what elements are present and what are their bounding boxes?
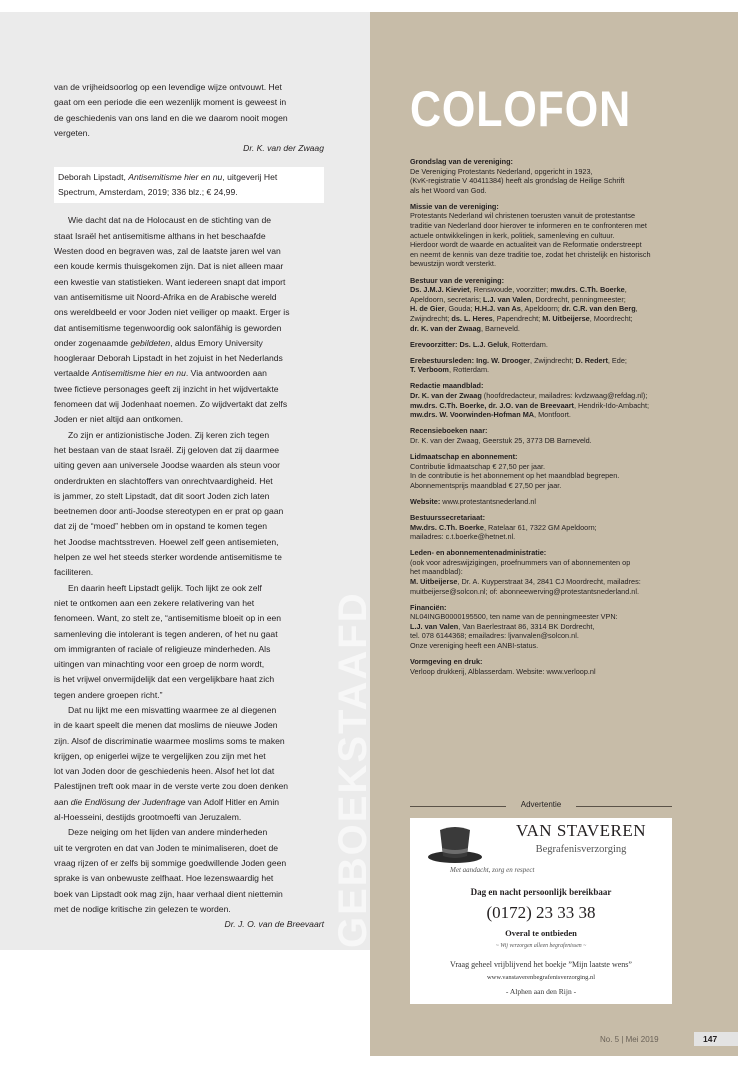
top-hat-icon bbox=[426, 824, 484, 864]
line: Westen dood en begraven was, zal de laatste jaren wel van bbox=[54, 246, 281, 257]
line: gaat om een periode die een wezenlijk moment is geweest in bbox=[54, 97, 287, 108]
line: een koude kermis thuisgekomen zijn. Dat is niet alleen maar bbox=[54, 261, 284, 272]
text: , Rotterdam. bbox=[507, 339, 548, 349]
person: Mw.drs. C.Th. Boerke bbox=[410, 522, 484, 532]
paragraph-4 bbox=[54, 703, 324, 825]
line: beetnemen door anti-Joodse stereotypen en er prat op gaan bbox=[54, 506, 284, 517]
section-heading: Recensieboeken naar: bbox=[410, 426, 488, 436]
line: Verloop drukkerij, Alblasserdam. Website: www.verloop.nl bbox=[410, 666, 596, 676]
page-number: 147 bbox=[694, 1032, 738, 1046]
line bbox=[410, 401, 710, 411]
line: vertaalde bbox=[54, 368, 92, 379]
colofon-section-secretariaat bbox=[410, 513, 710, 542]
colofon-section-redactie bbox=[410, 381, 710, 419]
line bbox=[410, 295, 710, 305]
divider-line bbox=[576, 806, 672, 807]
review-article bbox=[54, 80, 324, 932]
line bbox=[410, 285, 710, 295]
line: Palestijnen treft ook maar in de verste verte zou doen denken bbox=[54, 781, 289, 792]
advertisement-label bbox=[410, 800, 672, 812]
company-subtitle: Begrafenisverzorging bbox=[535, 844, 627, 855]
paragraph-2 bbox=[54, 428, 324, 581]
line: uitingen van minachting voor een groep de norm wordt, bbox=[54, 659, 265, 670]
line: als het Woord van God. bbox=[410, 185, 487, 195]
person: L.J. van Valen bbox=[410, 621, 459, 631]
line bbox=[410, 365, 710, 375]
text: , Van Baerlestraat 86, 3314 BK Dordrecht, bbox=[458, 621, 595, 631]
line: . Via antwoorden aan bbox=[185, 368, 267, 379]
text: , Moordrecht; bbox=[589, 313, 633, 323]
line: uiting geven aan universele Joodse waarden als steun voor bbox=[54, 460, 280, 471]
book-info-box bbox=[54, 167, 324, 203]
line: van antisemitisme uit Noord-Afrika en de Arabische wereld bbox=[54, 291, 277, 302]
emphasis: die Endlösung der Judenfrage bbox=[70, 796, 186, 807]
line: vraag rijzen of er zelfs bij sommige goedwillende Joden geen bbox=[54, 857, 287, 868]
line: twee fictieve personages geeft zij inzicht in het wijdvertakte bbox=[54, 383, 279, 394]
section-heading: Lidmaatschap en abonnement: bbox=[410, 451, 518, 461]
line: vergeten. bbox=[54, 127, 90, 138]
line: boek van Lipstadt ook mag zijn, haar verhaal dient niettemin bbox=[54, 888, 283, 899]
person: mw.drs. W. Voorwinden-Hofman MA bbox=[410, 410, 535, 420]
advertisement-label-text: Advertentie bbox=[520, 800, 562, 809]
section-label-vertical: GEBOEKSTAAFD bbox=[331, 591, 375, 948]
text: , Montfoort. bbox=[534, 410, 571, 420]
text: (hoofdredacteur, mailadres: kvdzwaag@refdag.nl); bbox=[481, 390, 648, 400]
person: Ds. J.M.J. Kieviet bbox=[410, 285, 470, 295]
line: een kwestie van statistieken. Want iedereen snapt dat import bbox=[54, 276, 286, 287]
line: het maandblad): bbox=[410, 567, 463, 577]
line: zijn. Alsof de discriminatie waarmee moslims soms te maken bbox=[54, 735, 285, 746]
divider-line bbox=[410, 806, 506, 807]
line: muitbeijerse@solcon.nl; of: abonneewerving@protestantsnederland.nl. bbox=[410, 586, 639, 596]
line: niet te ontkomen aan een zekere relativering van het bbox=[54, 597, 255, 608]
line: Abonnementsprijs maandblad € 27,50 per jaar. bbox=[410, 480, 562, 490]
line: De Vereniging Protestants Nederland, opgericht in 1923, bbox=[410, 166, 593, 176]
line: (ook voor adreswijzigingen, proefnummers van of abonnementen op bbox=[410, 557, 631, 567]
line bbox=[410, 391, 710, 401]
colofon-section-website bbox=[410, 497, 710, 507]
paragraph-3 bbox=[54, 581, 324, 703]
section-heading: Bestuur van de vereniging: bbox=[410, 275, 505, 285]
line: tel. 078 6144368; emailadres: ljvanvalen@solcon.nl. bbox=[410, 631, 579, 641]
line: van de vrijheidsoorlog op een levendige wijze ontvouwt. Het bbox=[54, 82, 282, 92]
company-tagline: Met aandacht, zorg en respect bbox=[450, 866, 535, 874]
line: traditie van Nederland door hierover te informeren en te confronteren met bbox=[410, 221, 647, 231]
colofon-section-erevoorzitter bbox=[410, 340, 710, 350]
service-text: Overal te ontbieden bbox=[505, 928, 577, 938]
colofon-section-vormgeving bbox=[410, 657, 710, 676]
line: aan bbox=[54, 796, 71, 807]
text: , Apeldoorn; bbox=[520, 304, 562, 314]
line: dat zij de “moed” hebben om in opstand te komen tegen bbox=[54, 521, 268, 532]
service-note: ~ Wij verzorgen alleen begrafenissen ~ bbox=[495, 943, 587, 949]
book-publisher: , uitgeverij Het bbox=[222, 172, 278, 183]
company-name: VAN STAVEREN bbox=[515, 821, 647, 840]
line: Contributie lidmaatschap € 27,50 per jaar. bbox=[410, 461, 546, 471]
line: Dat nu lijkt me een misvatting waarmee ze al diegenen bbox=[68, 704, 277, 715]
line: tegen andere groepen richt.” bbox=[54, 689, 163, 700]
person: dr. C.R. van den Berg bbox=[561, 304, 636, 314]
line: fenomeen. Want, zo stelt ze, “antisemitisme bloeit op in een bbox=[54, 613, 282, 624]
text: , Dordrecht, penningmeester; bbox=[531, 294, 626, 304]
company-website[interactable]: www.vanstaverenbegrafenisverzorging.nl bbox=[486, 974, 596, 981]
section-heading: Financiën: bbox=[410, 602, 447, 612]
line: dat antisemitisme tegenwoordig ook salonfähig is geworden bbox=[54, 322, 282, 333]
line: (KvK-registratie V 40411384) heeft als grondslag de Heilige Schrift bbox=[410, 176, 625, 186]
line: uit te vergroten en dat van Joden te minimaliseren, doet de bbox=[54, 842, 279, 853]
colofon-section-financien bbox=[410, 603, 710, 651]
line: mailadres: c.t.boerke@hetnet.nl. bbox=[410, 532, 516, 542]
line: Protestants Nederland wil christenen toerusten vanuit de protestantse bbox=[410, 211, 636, 221]
colofon-section-lidmaatschap bbox=[410, 452, 710, 490]
line: Onze vereniging heeft een ANBI-status. bbox=[410, 641, 539, 651]
text: , bbox=[624, 285, 627, 295]
colofon-section-grondslag bbox=[410, 157, 710, 195]
person: mw.drs. C.Th. Boerke bbox=[550, 285, 625, 295]
line: met de nodige kritische zin gelezen te worden. bbox=[54, 903, 231, 914]
person: T. Verboom bbox=[410, 365, 449, 375]
text: , bbox=[635, 304, 638, 314]
colofon-section-missie bbox=[410, 202, 710, 269]
line: lot van Joden door de geschiedenis heen. Alsof het lot dat bbox=[54, 766, 275, 777]
line: onder zogenaamde bbox=[54, 337, 131, 348]
line: bewustzijn wordt versterkt. bbox=[410, 259, 496, 269]
text: , Hendrik-Ido-Ambacht; bbox=[573, 400, 650, 410]
line: En daarin heeft Lipstadt gelijk. Toch lijkt ze ook zelf bbox=[68, 582, 262, 593]
line bbox=[410, 577, 710, 587]
line bbox=[410, 324, 710, 334]
line: in de kaart speelt die menen dat moslims de nieuwe Joden bbox=[54, 720, 278, 731]
line: hoogleraar Deborah Lipstadt in het zojuist in het Nederlands bbox=[54, 353, 283, 364]
line: van Adolf Hitler en Amin bbox=[185, 796, 280, 807]
text: Zwijndrecht; bbox=[410, 313, 452, 323]
signature-1: Dr. K. van der Zwaag bbox=[243, 143, 324, 154]
colofon-section-ledenadministratie bbox=[410, 548, 710, 596]
line: In de contributie is het abonnement op het maandblad begrepen. bbox=[410, 471, 620, 481]
line: , aldus Emory University bbox=[170, 337, 263, 348]
line bbox=[410, 356, 710, 366]
line: Zo zijn er antizionistische Joden. Zij keren zich tegen bbox=[68, 429, 270, 440]
person: H.H.J. van As bbox=[474, 304, 521, 314]
line: krijgen, op enigerlei wijze te vergelijken zou zijn met het bbox=[54, 750, 266, 761]
line: Joden er niet altijd aan ontkomen. bbox=[54, 414, 183, 425]
line: het bestaan van de staat Israël. Zij geloven dat zij daarmee bbox=[54, 444, 280, 455]
emphasis: gebildeten bbox=[130, 337, 171, 348]
text: Apeldoorn, secretaris; bbox=[410, 294, 484, 304]
section-heading: Vormgeving en druk: bbox=[410, 657, 483, 667]
paragraph-5 bbox=[54, 825, 324, 917]
book-author: Deborah Lipstadt, bbox=[58, 172, 129, 183]
line: Dr. K. van der Zwaag, Geerstuk 25, 3773 DB Barneveld. bbox=[410, 435, 592, 445]
person: dr. K. van der Zwaag bbox=[410, 323, 481, 333]
website-link[interactable]: www.protestantsnederland.nl bbox=[440, 496, 537, 506]
signature-2: Dr. J. O. van de Breevaart bbox=[224, 919, 324, 930]
line: faciliteren. bbox=[54, 567, 94, 578]
line: is het vrijwel onvermijdelijk dat een vergelijkbare haat zich bbox=[54, 674, 275, 685]
line: actuele ontwikkelingen in kerk, politiek, samenleving en cultuur. bbox=[410, 230, 615, 240]
text: , Renswoude, voorzitter; bbox=[469, 285, 551, 295]
line: onderdrukten en slachtoffers van onrechtvaardigheid. Het bbox=[54, 475, 273, 486]
line: samenleving die intolerant is tegen anderen, of het nu gaat bbox=[54, 628, 278, 639]
line: sprake is van onbewuste zelfhaat. Hoe lezenswaardig het bbox=[54, 873, 274, 884]
line: al-Hoesseini, destijds grootmoefti van Jeruzalem. bbox=[54, 812, 242, 823]
person: mw.drs. C.Th. Boerke, dr. J.O. van de Breevaart bbox=[410, 400, 574, 410]
line: ons wereldbeeld er voor Joden niet veiliger op maakt. Erger is bbox=[54, 307, 290, 318]
colofon-title: COLOFON bbox=[410, 81, 632, 137]
paragraph-0 bbox=[54, 80, 324, 141]
colofon-section-erebestuur bbox=[410, 356, 710, 375]
company-location: - Alphen aan den Rijn - bbox=[505, 987, 577, 996]
line: Hierdoor wordt de waarde en actualiteit van de Reformatie onderstreept bbox=[410, 240, 642, 250]
text: , Dr. A. Kuyperstraat 34, 2841 CJ Moordrecht, mailadres: bbox=[457, 576, 641, 586]
section-heading: Erebestuursleden: Ing. W. Drooger bbox=[410, 355, 531, 365]
line bbox=[410, 304, 710, 314]
emphasis: Antisemitisme hier en nu bbox=[91, 368, 186, 379]
line: is jammer, zo stelt Lipstadt, dat dit soort Joden zich laten bbox=[54, 490, 270, 501]
line: Wie dacht dat na de Holocaust en de stichting van de bbox=[68, 215, 272, 226]
person: L.J. van Valen bbox=[483, 294, 532, 304]
book-title: Antisemitisme hier en nu bbox=[128, 172, 223, 183]
person: Dr. K. van der Zwaag bbox=[410, 390, 482, 400]
line bbox=[410, 314, 710, 324]
paragraph-1 bbox=[54, 213, 324, 427]
person: ds. L. Heres bbox=[451, 313, 493, 323]
line: om immigranten of raciale of religieuze minderheden. Als bbox=[54, 643, 271, 654]
person: M. Uitbeijerse bbox=[542, 313, 590, 323]
text: , Gouda; bbox=[444, 304, 475, 314]
section-heading: Redactie maandblad: bbox=[410, 381, 484, 391]
booklet-text: Vraag geheel vrijblijvend het boekje ”Mijn laatste wens” bbox=[450, 960, 632, 969]
availability-text: Dag en nacht persoonlijk bereikbaar bbox=[470, 887, 612, 897]
text: , Zwijndrecht; bbox=[530, 355, 576, 365]
line: helpen ze wel het steeds sterker wordende antisemitisme te bbox=[54, 552, 282, 563]
section-heading: Missie van de vereniging: bbox=[410, 201, 499, 211]
line: fenomeen dat wij Jodenhaat noemen. Zo wijdvertakt dat zelfs bbox=[54, 399, 288, 410]
colofon-section-bestuur bbox=[410, 276, 710, 334]
line: en neemt de kennis van deze traditie toe, zodat het christelijk en historisch bbox=[410, 249, 651, 259]
text: , Ratelaar 61, 7322 GM Apeldoorn; bbox=[483, 522, 597, 532]
person: M. Uitbeijerse bbox=[410, 576, 458, 586]
section-heading: Website: bbox=[410, 496, 441, 506]
person: H. de Gier bbox=[410, 304, 445, 314]
line: het Joodse machtsstreven. Hoewel zelf geen antisemieten, bbox=[54, 536, 279, 547]
text: , Barneveld. bbox=[480, 323, 520, 333]
section-heading: Leden- en abonnementenadministratie: bbox=[410, 548, 547, 558]
text: , Papendrecht; bbox=[492, 313, 543, 323]
line: staat Israël het antisemitisme althans in het beschaafde bbox=[54, 230, 266, 241]
funeral-advertisement bbox=[410, 818, 672, 1004]
line bbox=[410, 523, 710, 533]
line: NL04INGB0000195500, ten name van de penningmeester VPN: bbox=[410, 612, 618, 622]
phone-number: (0172) 23 33 38 bbox=[486, 903, 596, 922]
colofon-section-recensie bbox=[410, 426, 710, 445]
section-heading: Grondslag van de vereniging: bbox=[410, 157, 513, 166]
book-details: Spectrum, Amsterdam, 2019; 336 blz.; € 24,99. bbox=[58, 187, 238, 198]
section-heading: Erevoorzitter: Ds. L.J. Geluk bbox=[410, 339, 508, 349]
line: Deze neiging om het lijden van andere minderheden bbox=[68, 827, 268, 838]
section-heading: Bestuurssecretariaat: bbox=[410, 512, 486, 522]
colofon-body bbox=[410, 157, 710, 683]
line bbox=[410, 410, 710, 420]
person: D. Redert bbox=[575, 355, 608, 365]
line bbox=[410, 622, 710, 632]
line: de geschiedenis van ons land en die we daarom nooit mogen bbox=[54, 112, 288, 123]
issue-info: No. 5 | Mei 2019 bbox=[600, 1035, 659, 1044]
text: , Ede; bbox=[607, 355, 627, 365]
text: , Rotterdam. bbox=[448, 365, 490, 375]
